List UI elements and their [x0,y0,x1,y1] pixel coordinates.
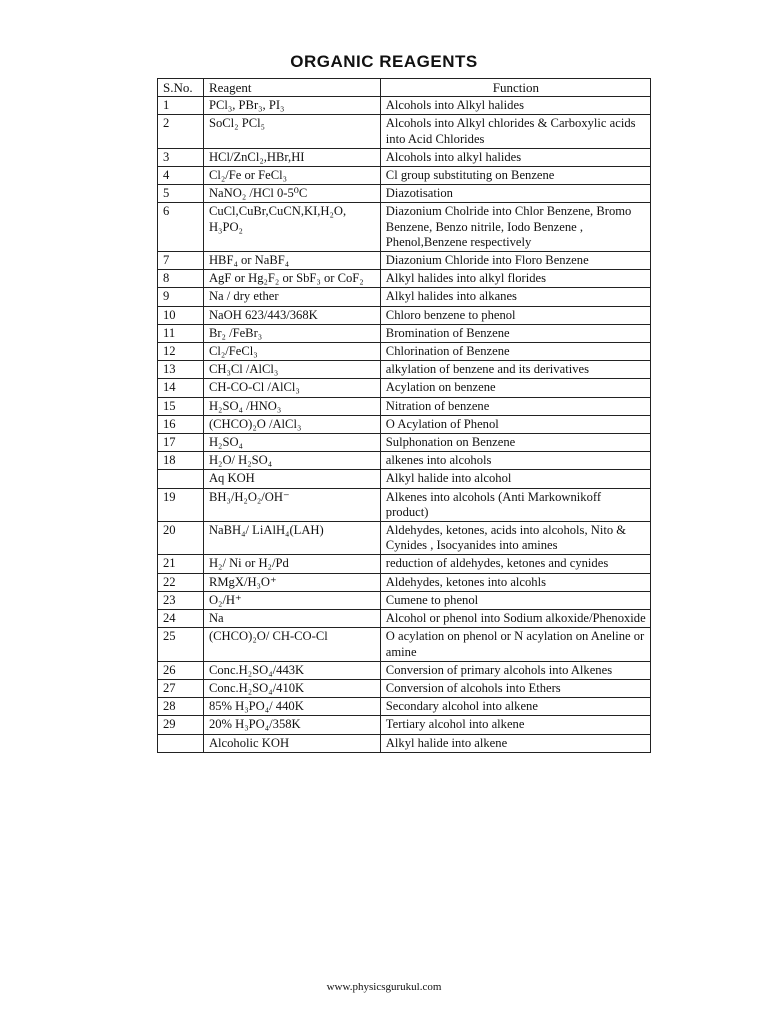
cell-reagent: NaBH₄/ LiAlH₄(LAH) [203,522,380,555]
cell-function: Tertiary alcohol into alkene [380,716,650,734]
cell-sno: 12 [158,343,204,361]
cell-function: O acylation on phenol or N acylation on Aneline or amine [380,628,650,661]
cell-sno: 29 [158,716,204,734]
cell-reagent: Cl₂/FeCl₃ [203,343,380,361]
table-row [158,379,651,397]
table-row [158,97,651,115]
cell-reagent: Na [203,610,380,628]
table-row [158,203,651,252]
cell-sno: 18 [158,452,204,470]
cell-function: Alkenes into alcohols (Anti Markownikoff product) [380,488,650,521]
table-row [158,415,651,433]
cell-function: Conversion of alcohols into Ethers [380,679,650,697]
cell-reagent: Conc.H₂SO₄/443K [203,661,380,679]
cell-function: O Acylation of Phenol [380,415,650,433]
cell-sno: 3 [158,148,204,166]
cell-function: Conversion of primary alcohols into Alkenes [380,661,650,679]
cell-sno: 21 [158,555,204,573]
cell-function: Sulphonation on Benzene [380,434,650,452]
cell-function: Acylation on benzene [380,379,650,397]
cell-function: Alkyl halide into alkene [380,734,650,752]
table-row [158,661,651,679]
cell-function: Alkyl halides into alkyl florides [380,270,650,288]
cell-sno: 2 [158,115,204,148]
cell-reagent: H₂SO₄ [203,434,380,452]
page-title: ORGANIC REAGENTS [290,52,478,71]
cell-reagent: CuCl,CuBr,CuCN,KI,H₂O, H₃PO₂ [203,203,380,252]
cell-reagent: PCl₃, PBr₃, PI₃ [203,97,380,115]
cell-reagent: SoCl₂ PCl₅ [203,115,380,148]
table-row [158,555,651,573]
reagents-table [157,78,651,753]
cell-sno: 16 [158,415,204,433]
cell-reagent: Conc.H₂SO₄/410K [203,679,380,697]
footer-url: www.physicsgurukul.com [326,981,442,993]
cell-sno: 19 [158,488,204,521]
cell-reagent: NaNO₂ /HCl 0-5⁰C [203,185,380,203]
cell-function: alkenes into alcohols [380,452,650,470]
table-row [158,252,651,270]
header-sno: S.No. [158,79,204,97]
cell-reagent: CH₃Cl /AlCl₃ [203,361,380,379]
cell-sno: 24 [158,610,204,628]
table-row [158,470,651,488]
table-row [158,716,651,734]
cell-function: Aldehydes, ketones into alcohls [380,573,650,591]
table-row [158,185,651,203]
cell-function: Cumene to phenol [380,591,650,609]
cell-reagent: Aq KOH [203,470,380,488]
cell-function: Alcohol or phenol into Sodium alkoxide/Phenoxide [380,610,650,628]
cell-reagent: (CHCO)₂O/ CH-CO-Cl [203,628,380,661]
cell-function: Nitration of benzene [380,397,650,415]
cell-function: Bromination of Benzene [380,324,650,342]
cell-reagent: H₂O/ H₂SO₄ [203,452,380,470]
table-row [158,573,651,591]
cell-function: Alkyl halides into alkanes [380,288,650,306]
cell-sno: 4 [158,167,204,185]
table-row [158,343,651,361]
table-row [158,591,651,609]
table-row [158,628,651,661]
table-row [158,167,651,185]
cell-sno: 13 [158,361,204,379]
cell-reagent: Br₂ /FeBr₃ [203,324,380,342]
cell-reagent: Na / dry ether [203,288,380,306]
table-row [158,434,651,452]
cell-reagent: HCl/ZnCl₂,HBr,HI [203,148,380,166]
cell-sno: 17 [158,434,204,452]
cell-reagent: 20% H₃PO₄/358K [203,716,380,734]
table-row [158,288,651,306]
table-row [158,397,651,415]
cell-reagent: 85% H₃PO₄/ 440K [203,698,380,716]
cell-function: reduction of aldehydes, ketones and cynides [380,555,650,573]
cell-function: Chlorination of Benzene [380,343,650,361]
cell-sno: 11 [158,324,204,342]
cell-sno: 8 [158,270,204,288]
cell-sno: 27 [158,679,204,697]
cell-sno: 15 [158,397,204,415]
cell-reagent: Alcoholic KOH [203,734,380,752]
cell-sno: 1 [158,97,204,115]
table-row [158,698,651,716]
cell-function: Diazonium Cholride into Chlor Benzene, Bromo Benzene, Benzo nitrile, Iodo Benzene , Phenol,Benzene respectively [380,203,650,252]
table-row [158,610,651,628]
cell-sno: 26 [158,661,204,679]
cell-reagent: H₂SO₄ /HNO₃ [203,397,380,415]
cell-sno [158,734,204,752]
cell-sno: 14 [158,379,204,397]
header-function: Function [380,79,650,97]
cell-reagent: O₂/H⁺ [203,591,380,609]
cell-sno: 10 [158,306,204,324]
table-row [158,306,651,324]
table-header-row [158,79,651,97]
cell-function: Secondary alcohol into alkene [380,698,650,716]
table-row [158,679,651,697]
table-row [158,148,651,166]
table-row [158,324,651,342]
table-row [158,452,651,470]
cell-function: alkylation of benzene and its derivatives [380,361,650,379]
cell-sno: 25 [158,628,204,661]
cell-function: Diazonium Chloride into Floro Benzene [380,252,650,270]
cell-reagent: RMgX/H₃O⁺ [203,573,380,591]
cell-sno: 5 [158,185,204,203]
cell-reagent: H₂/ Ni or H₂/Pd [203,555,380,573]
cell-sno: 9 [158,288,204,306]
table-row [158,522,651,555]
cell-sno: 6 [158,203,204,252]
cell-reagent: CH-CO-Cl /AlCl₃ [203,379,380,397]
cell-reagent: (CHCO)₂O /AlCl₃ [203,415,380,433]
cell-sno: 28 [158,698,204,716]
table-row [158,361,651,379]
cell-reagent: HBF₄ or NaBF₄ [203,252,380,270]
cell-reagent: AgF or Hg₂F₂ or SbF₃ or CoF₂ [203,270,380,288]
table-row [158,115,651,148]
cell-function: Cl group substituting on Benzene [380,167,650,185]
cell-reagent: Cl₂/Fe or FeCl₃ [203,167,380,185]
cell-function: Alcohols into alkyl halides [380,148,650,166]
table-row [158,270,651,288]
cell-sno [158,470,204,488]
cell-reagent: NaOH 623/443/368K [203,306,380,324]
table-row [158,488,651,521]
cell-function: Diazotisation [380,185,650,203]
cell-function: Chloro benzene to phenol [380,306,650,324]
cell-function: Alcohols into Alkyl chlorides & Carboxylic acids into Acid Chlorides [380,115,650,148]
cell-function: Alcohols into Alkyl halides [380,97,650,115]
header-reagent: Reagent [203,79,380,97]
cell-sno: 7 [158,252,204,270]
cell-reagent: BH₃/H₂O₂/OH⁻ [203,488,380,521]
table-body [158,97,651,753]
cell-sno: 23 [158,591,204,609]
cell-sno: 20 [158,522,204,555]
table-row [158,734,651,752]
cell-function: Aldehydes, ketones, acids into alcohols, Nito & Cynides , Isocyanides into amines [380,522,650,555]
cell-sno: 22 [158,573,204,591]
table-header [158,79,651,97]
cell-function: Alkyl halide into alcohol [380,470,650,488]
